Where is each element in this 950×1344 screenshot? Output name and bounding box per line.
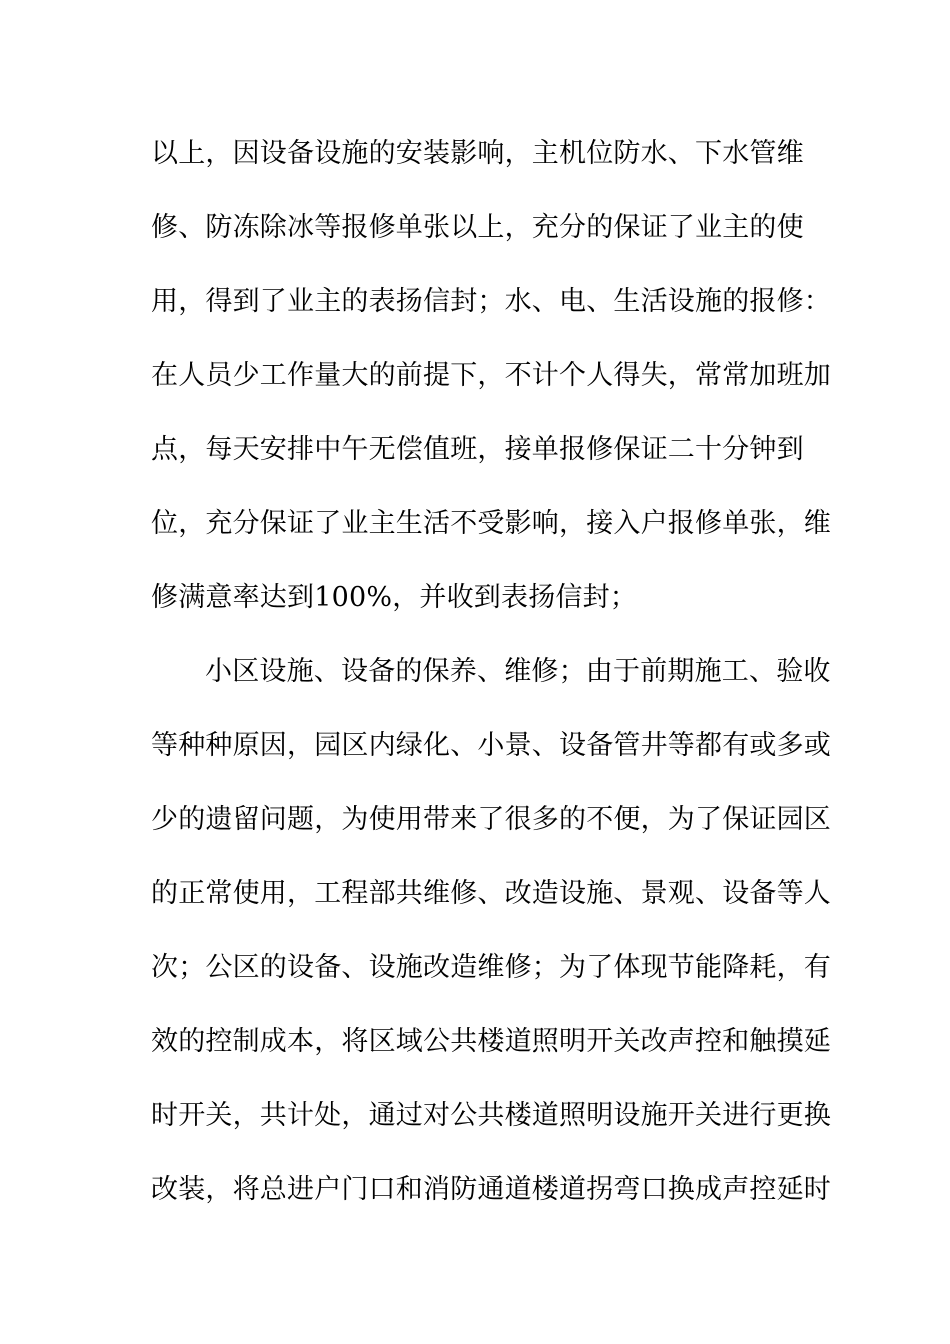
text-line: 的正常使用，工程部共维修、改造设施、景观、设备等人 xyxy=(151,878,831,909)
text-line: 修满意率达到100%，并收到表扬信封； xyxy=(151,582,637,613)
body-text xyxy=(151,127,831,1237)
text-line: 次；公区的设备、设施改造维修；为了体现节能降耗，有 xyxy=(151,952,831,983)
text-line: 点，每天安排中午无偿值班，接单报修保证二十分钟到 xyxy=(151,434,804,465)
text-line: 在人员少工作量大的前提下，不计个人得失，常常加班加 xyxy=(151,360,831,391)
text-line: 用，得到了业主的表扬信封；水、电、生活设施的报修： xyxy=(151,286,831,317)
text-line: 少的遗留问题，为使用带来了很多的不便，为了保证园区 xyxy=(151,804,831,835)
text-line: 以上，因设备设施的安装影响，主机位防水、下水管维 xyxy=(151,138,804,169)
text-line: 效的控制成本，将区域公共楼道照明开关改声控和触摸延 xyxy=(151,1026,831,1057)
text-line: 位，充分保证了业主生活不受影响，接入户报修单张，维 xyxy=(151,508,831,539)
text-line: 改装，将总进户门口和消防通道楼道拐弯口换成声控延时 xyxy=(151,1174,831,1205)
text-line: 等种种原因，园区内绿化、小景、设备管井等都有或多或 xyxy=(151,730,831,761)
text-line: 时开关，共计处，通过对公共楼道照明设施开关进行更换 xyxy=(151,1100,831,1131)
paragraph-start-line: 小区设施、设备的保养、维修；由于前期施工、验收 xyxy=(205,656,831,687)
text-line: 修、防冻除冰等报修单张以上，充分的保证了业主的使 xyxy=(151,212,804,243)
